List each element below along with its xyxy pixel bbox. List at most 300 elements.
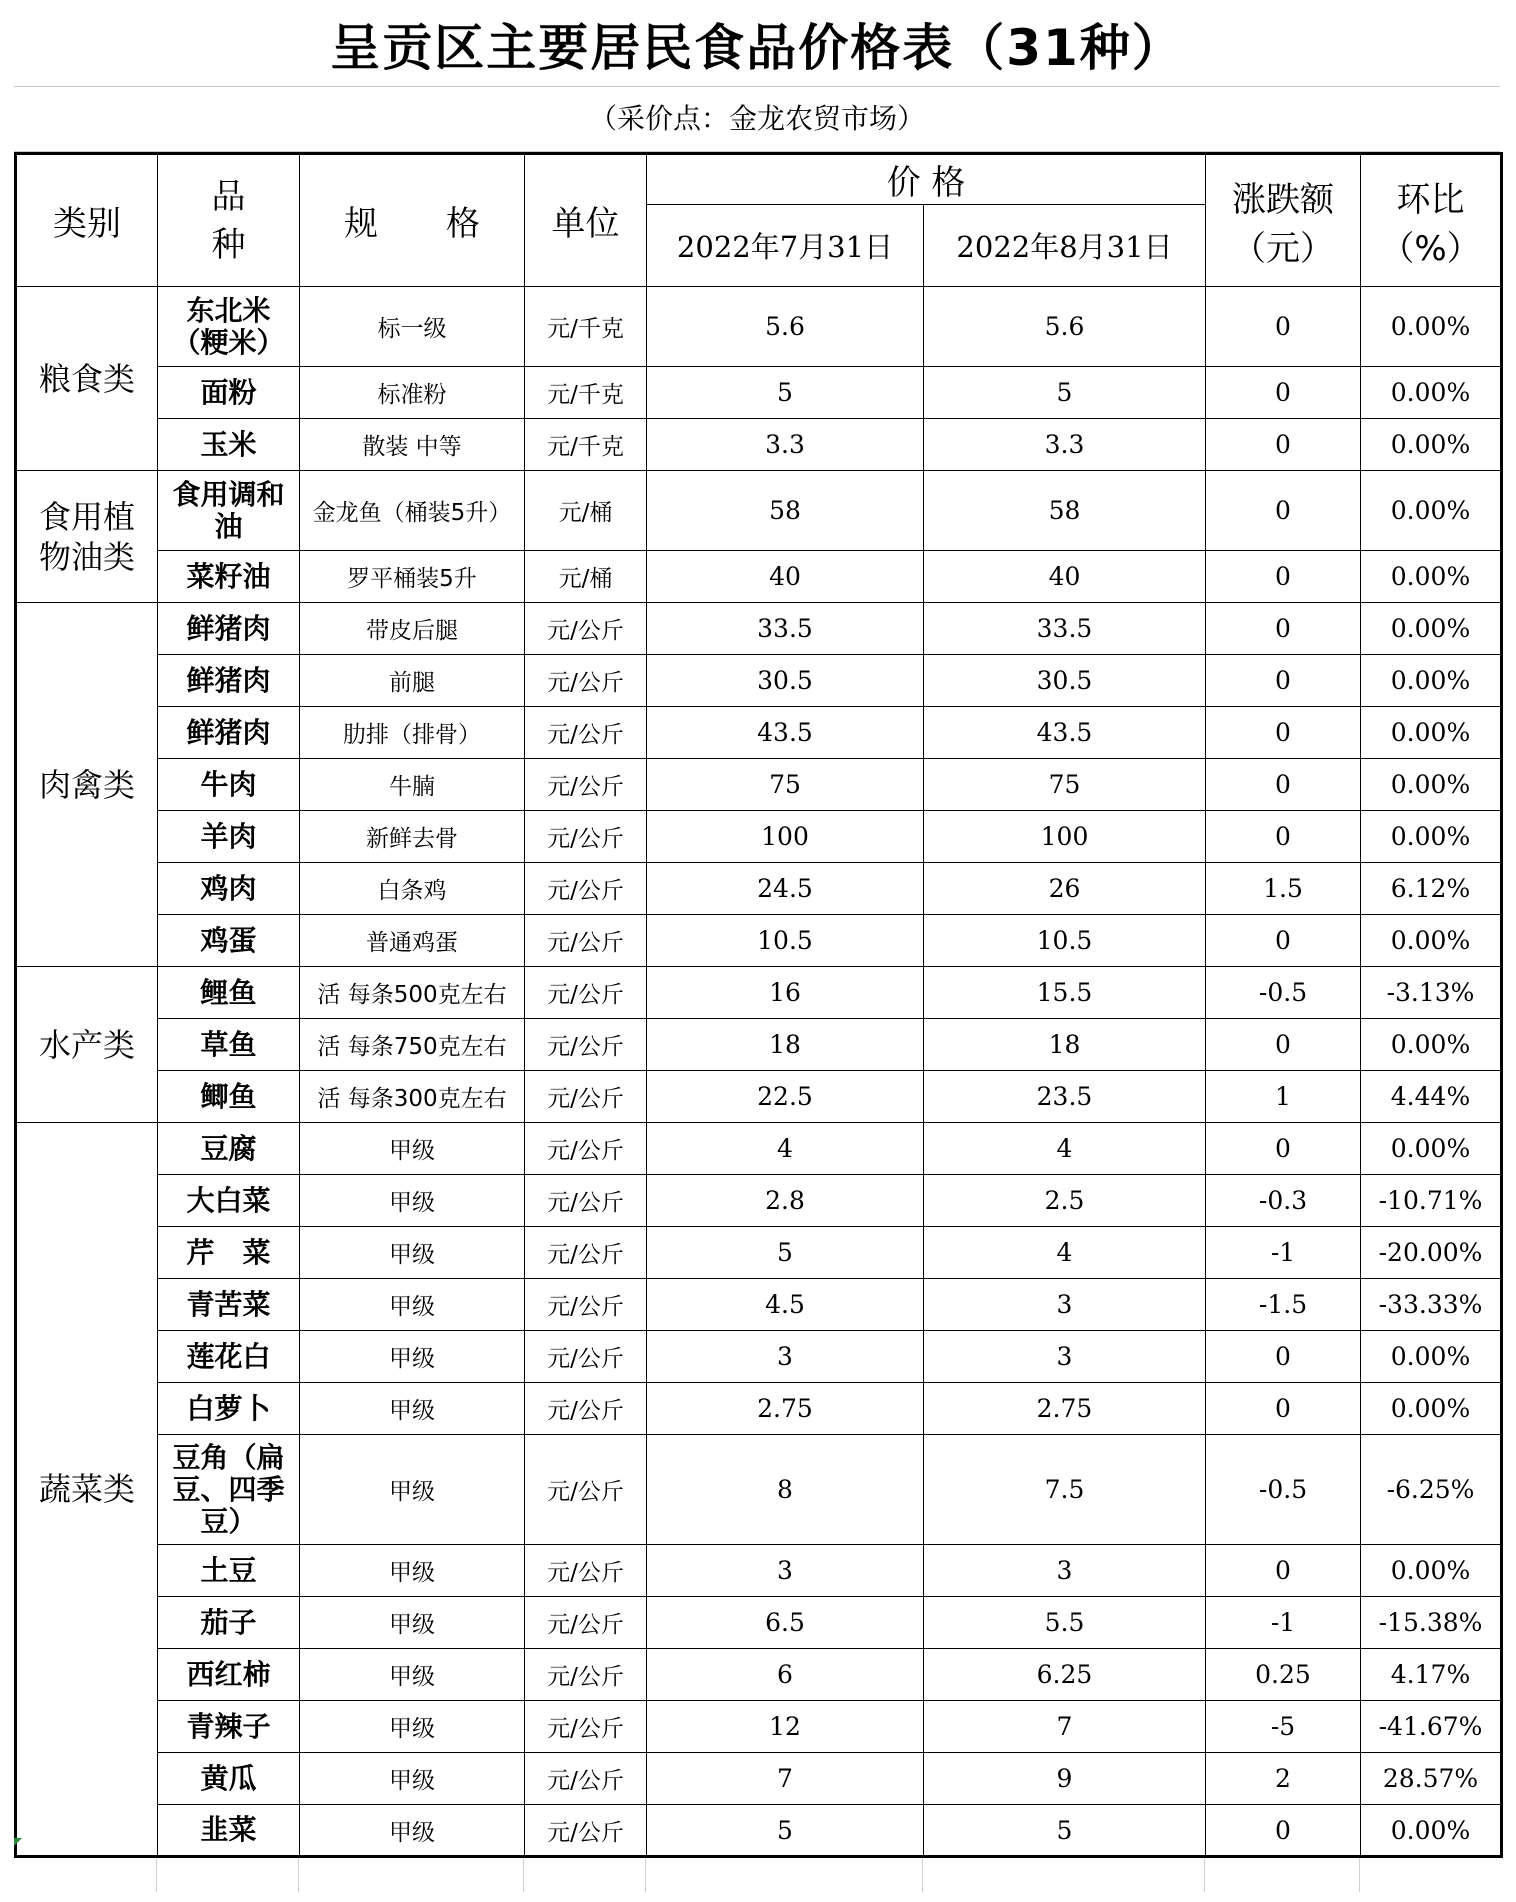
ratio-cell-text: 0.00%: [1390, 1394, 1471, 1423]
price-july-cell-text: 8: [777, 1475, 793, 1504]
price-august-cell: [924, 1279, 1206, 1331]
item-cell-text: 芹 菜: [186, 1235, 271, 1269]
price-july-cell: [647, 967, 924, 1019]
table-row: [16, 1123, 1502, 1175]
table-row: [16, 1805, 1502, 1857]
price-july-cell-text: 7: [777, 1764, 793, 1793]
price-august-cell: [924, 1071, 1206, 1123]
price-july-cell: [647, 1227, 924, 1279]
spec-cell-text: 活 每条300克左右: [317, 1086, 507, 1112]
item-cell-text: 土豆: [200, 1553, 257, 1587]
item-cell: [158, 1545, 300, 1597]
ratio-cell-text: 4.17%: [1390, 1660, 1471, 1689]
unit-cell-text: 元/公斤: [547, 1664, 624, 1690]
price-july-cell-text: 12: [769, 1712, 801, 1741]
spec-cell: [300, 367, 525, 419]
ratio-cell-text: 0.00%: [1390, 430, 1471, 459]
ratio-cell: [1361, 1597, 1502, 1649]
price-july-cell: [647, 1383, 924, 1435]
empty-sheet-row: [14, 1858, 1500, 1892]
ratio-cell-text: -20.00%: [1378, 1238, 1483, 1267]
unit-cell-text: 元/公斤: [547, 1190, 624, 1216]
change-cell-text: 0: [1275, 1030, 1291, 1059]
price-august-cell: [924, 1331, 1206, 1383]
spec-cell-text: 肋排（排骨）: [343, 722, 481, 748]
ratio-cell-text: -15.38%: [1378, 1608, 1483, 1637]
item-cell: [158, 1649, 300, 1701]
spec-cell: [300, 1383, 525, 1435]
price-august-cell: [924, 863, 1206, 915]
category-cell: [16, 471, 158, 603]
price-july-cell-text: 40: [769, 562, 801, 591]
change-cell-text: 0: [1275, 378, 1291, 407]
spec-cell: [300, 1805, 525, 1857]
price-july-cell: [647, 603, 924, 655]
change-cell: [1206, 1753, 1361, 1805]
change-cell-text: 0.25: [1255, 1660, 1311, 1689]
unit-cell: [525, 1279, 647, 1331]
spec-cell-text: 标准粉: [377, 382, 447, 408]
change-cell: [1206, 1383, 1361, 1435]
unit-cell-text: 元/公斤: [547, 1560, 624, 1586]
category-label: 食用植物油类: [38, 497, 135, 576]
price-august-cell-text: 7.5: [1044, 1475, 1085, 1504]
price-july-cell: [647, 1071, 924, 1123]
table-row: [16, 863, 1502, 915]
item-cell: [158, 1071, 300, 1123]
ratio-cell-text: 0.00%: [1390, 614, 1471, 643]
spec-cell: [300, 1123, 525, 1175]
item-cell-text: 黄瓜: [200, 1761, 257, 1795]
header-change-line2: （元）: [1232, 228, 1334, 269]
price-august-cell: [924, 967, 1206, 1019]
ratio-cell: [1361, 1753, 1502, 1805]
unit-cell-text: 元/公斤: [547, 1479, 624, 1505]
table-row: [16, 551, 1502, 603]
spec-cell-text: 甲级: [389, 1819, 435, 1846]
price-july-cell: [647, 1545, 924, 1597]
spec-cell: [300, 1649, 525, 1701]
ratio-cell: [1361, 419, 1502, 471]
spec-cell: [300, 707, 525, 759]
ratio-cell-text: 6.12%: [1390, 874, 1471, 903]
unit-cell-text: 元/公斤: [547, 1346, 624, 1372]
change-cell: [1206, 1805, 1361, 1857]
spec-cell: [300, 1019, 525, 1071]
ratio-cell: [1361, 1383, 1502, 1435]
price-july-cell: [647, 1597, 924, 1649]
price-august-cell: [924, 655, 1206, 707]
price-august-cell-text: 10.5: [1036, 926, 1093, 955]
change-cell-text: -1: [1270, 1608, 1296, 1637]
unit-cell: [525, 1649, 647, 1701]
price-july-cell-text: 33.5: [757, 614, 813, 643]
category-label: 肉禽类: [38, 765, 135, 804]
change-cell: [1206, 551, 1361, 603]
change-cell: [1206, 1227, 1361, 1279]
header-change-line1: 涨跌额: [1232, 179, 1334, 220]
price-july-cell-text: 2.75: [757, 1394, 813, 1423]
item-cell: [158, 655, 300, 707]
change-cell: [1206, 1331, 1361, 1383]
price-july-cell-text: 24.5: [757, 874, 813, 903]
unit-cell-text: 元/公斤: [547, 826, 624, 852]
item-cell: [158, 1383, 300, 1435]
price-july-cell: [647, 1279, 924, 1331]
change-cell: [1206, 863, 1361, 915]
unit-cell-text: 元/桶: [558, 566, 613, 592]
spec-cell-text: 甲级: [389, 1479, 435, 1505]
item-cell: [158, 419, 300, 471]
change-cell-text: 0: [1275, 666, 1291, 695]
item-cell: [158, 1753, 300, 1805]
table-row: [16, 603, 1502, 655]
change-cell-text: 0: [1275, 1342, 1291, 1371]
header-price: 价 格: [647, 154, 1206, 205]
ratio-cell: [1361, 1123, 1502, 1175]
spec-cell: [300, 603, 525, 655]
price-july-cell: [647, 419, 924, 471]
change-cell: [1206, 915, 1361, 967]
spec-cell-text: 罗平桶装5升: [347, 566, 477, 592]
ratio-cell-text: 0.00%: [1390, 1815, 1471, 1845]
change-cell-text: 0: [1275, 1815, 1291, 1845]
header-ratio: [1361, 154, 1502, 287]
price-august-cell-text: 3: [1056, 1556, 1073, 1585]
ratio-cell-text: 0.00%: [1390, 496, 1471, 525]
price-july-cell: [647, 1805, 924, 1857]
price-august-cell-text: 15.5: [1036, 978, 1093, 1007]
item-cell: [158, 551, 300, 603]
unit-cell: [525, 1227, 647, 1279]
price-august-cell-text: 4: [1056, 1134, 1073, 1163]
item-cell: [158, 863, 300, 915]
table-row: [16, 655, 1502, 707]
price-table: [14, 152, 1503, 1858]
spec-cell-text: 甲级: [389, 1398, 435, 1424]
spec-cell-text: 甲级: [389, 1716, 435, 1742]
price-august-cell-text: 58: [1048, 496, 1081, 525]
spec-cell-text: 牛腩: [389, 774, 435, 800]
spec-cell: [300, 1597, 525, 1649]
table-row: [16, 1227, 1502, 1279]
item-cell-text: 东北米（粳米）: [172, 293, 285, 359]
category-cell: [16, 1123, 158, 1857]
price-july-cell-text: 5: [777, 1815, 793, 1845]
unit-cell: [525, 367, 647, 419]
price-july-cell-text: 3.3: [765, 430, 805, 459]
unit-cell-text: 元/千克: [547, 316, 624, 342]
price-august-cell-text: 6.25: [1036, 1660, 1093, 1689]
unit-cell-text: 元/公斤: [547, 618, 624, 644]
spec-cell-text: 新鲜去骨: [366, 826, 458, 852]
ratio-cell-text: 0.00%: [1390, 1134, 1471, 1163]
change-cell-text: 0: [1275, 1394, 1291, 1423]
spec-cell-text: 活 每条500克左右: [317, 982, 507, 1008]
category-cell: [16, 967, 158, 1123]
price-july-cell-text: 5: [777, 1238, 793, 1267]
unit-cell-text: 元/公斤: [547, 1242, 624, 1268]
change-cell-text: -0.5: [1258, 978, 1308, 1007]
unit-cell-text: 元/公斤: [547, 1034, 624, 1060]
price-july-cell: [647, 1701, 924, 1753]
spec-cell: [300, 1701, 525, 1753]
price-july-cell-text: 5.6: [765, 312, 805, 341]
item-cell: [158, 1597, 300, 1649]
table-row: [16, 287, 1502, 367]
price-august-cell-text: 7: [1056, 1712, 1073, 1741]
table-row: [16, 1597, 1502, 1649]
price-august-cell-text: 23.5: [1036, 1082, 1093, 1111]
spec-cell: [300, 419, 525, 471]
spec-cell-text: 前腿: [389, 670, 435, 696]
spec-cell: [300, 811, 525, 863]
item-cell: [158, 1227, 300, 1279]
price-august-cell: [924, 287, 1206, 367]
spec-cell: [300, 1227, 525, 1279]
spec-cell: [300, 287, 525, 367]
item-cell: [158, 367, 300, 419]
spec-cell: [300, 471, 525, 551]
table-subtitle: （采价点：金龙农贸市场）: [14, 87, 1500, 152]
price-august-cell: [924, 1805, 1206, 1857]
price-august-cell: [924, 811, 1206, 863]
table-row: [16, 707, 1502, 759]
unit-cell: [525, 1435, 647, 1545]
unit-cell: [525, 915, 647, 967]
spec-cell: [300, 1753, 525, 1805]
ratio-cell: [1361, 1019, 1502, 1071]
price-august-cell: [924, 1175, 1206, 1227]
item-cell-text: 白萝卜: [186, 1391, 271, 1425]
item-cell-text: 食用调和油: [172, 477, 285, 543]
change-cell: [1206, 759, 1361, 811]
ratio-cell-text: 0.00%: [1390, 718, 1471, 747]
table-row: [16, 1331, 1502, 1383]
category-cell: [16, 287, 158, 471]
table-row: [16, 1753, 1502, 1805]
price-july-cell: [647, 707, 924, 759]
price-july-cell: [647, 1435, 924, 1545]
unit-cell: [525, 471, 647, 551]
price-august-cell-text: 2.75: [1036, 1394, 1093, 1423]
header-unit: 单位: [525, 154, 647, 287]
price-august-cell-text: 30.5: [1036, 666, 1093, 695]
table-row: [16, 1435, 1502, 1545]
price-july-cell-text: 75: [769, 770, 801, 799]
spec-cell: [300, 655, 525, 707]
change-cell-text: 1: [1275, 1082, 1291, 1111]
price-july-cell-text: 5: [777, 378, 793, 407]
price-july-cell: [647, 551, 924, 603]
price-july-cell-text: 6.5: [765, 1608, 805, 1637]
price-august-cell-text: 3: [1056, 1290, 1073, 1319]
price-july-cell: [647, 1019, 924, 1071]
unit-cell-text: 元/千克: [547, 434, 624, 460]
ratio-cell: [1361, 287, 1502, 367]
price-july-cell-text: 4: [777, 1134, 793, 1163]
table-row: [16, 1545, 1502, 1597]
change-cell: [1206, 1123, 1361, 1175]
unit-cell-text: 元/千克: [547, 382, 624, 408]
change-cell: [1206, 967, 1361, 1019]
unit-cell: [525, 707, 647, 759]
ratio-cell-text: 0.00%: [1390, 926, 1471, 955]
item-cell: [158, 707, 300, 759]
price-july-cell: [647, 915, 924, 967]
ratio-cell: [1361, 1331, 1502, 1383]
item-cell: [158, 287, 300, 367]
table-row: [16, 1175, 1502, 1227]
table-row: [16, 419, 1502, 471]
header-date-2: 2022年8月31日: [924, 205, 1206, 287]
price-august-cell-text: 5: [1056, 378, 1073, 407]
price-august-cell: [924, 1435, 1206, 1545]
ratio-cell-text: 28.57%: [1382, 1764, 1479, 1793]
ratio-cell: [1361, 1649, 1502, 1701]
price-august-cell: [924, 1649, 1206, 1701]
change-cell: [1206, 707, 1361, 759]
change-cell: [1206, 1545, 1361, 1597]
header-change: [1206, 154, 1361, 287]
unit-cell-text: 元/公斤: [547, 982, 624, 1008]
price-august-cell-text: 4: [1056, 1238, 1073, 1267]
unit-cell-text: 元/公斤: [547, 1138, 624, 1164]
spec-cell: [300, 1279, 525, 1331]
price-july-cell-text: 4.5: [765, 1290, 805, 1319]
price-august-cell: [924, 367, 1206, 419]
item-cell-text: 西红柿: [186, 1657, 271, 1691]
unit-cell: [525, 811, 647, 863]
unit-cell-text: 元/公斤: [547, 1716, 624, 1742]
ratio-cell: [1361, 863, 1502, 915]
price-august-cell-text: 26: [1048, 874, 1081, 903]
unit-cell: [525, 863, 647, 915]
change-cell-text: 0: [1275, 1556, 1291, 1585]
ratio-cell: [1361, 1435, 1502, 1545]
spec-cell: [300, 915, 525, 967]
ratio-cell-text: 0.00%: [1390, 562, 1471, 591]
header-item: 品 种: [158, 154, 300, 287]
price-july-cell: [647, 1175, 924, 1227]
change-cell-text: -5: [1270, 1712, 1296, 1741]
price-july-cell-text: 43.5: [757, 718, 813, 747]
price-july-cell: [647, 811, 924, 863]
unit-cell: [525, 1597, 647, 1649]
table-title: 呈贡区主要居民食品价格表（31种）: [14, 10, 1500, 87]
price-august-cell: [924, 1545, 1206, 1597]
unit-cell-text: 元/公斤: [547, 878, 624, 904]
change-cell: [1206, 1175, 1361, 1227]
change-cell: [1206, 655, 1361, 707]
spec-cell: [300, 1175, 525, 1227]
price-july-cell-text: 3: [777, 1556, 793, 1585]
change-cell: [1206, 1019, 1361, 1071]
item-cell-text: 豆角（扁豆、四季豆）: [172, 1440, 285, 1538]
item-cell: [158, 1019, 300, 1071]
table-row: [16, 1279, 1502, 1331]
change-cell: [1206, 1701, 1361, 1753]
price-july-cell-text: 58: [769, 496, 801, 525]
table-row: [16, 1383, 1502, 1435]
price-august-cell-text: 33.5: [1036, 614, 1093, 643]
unit-cell: [525, 967, 647, 1019]
price-august-cell: [924, 551, 1206, 603]
price-august-cell-text: 2.5: [1044, 1186, 1085, 1215]
item-cell: [158, 1701, 300, 1753]
price-august-cell: [924, 1597, 1206, 1649]
item-cell-text: 玉米: [200, 427, 257, 461]
price-july-cell-text: 16: [769, 978, 801, 1007]
price-august-cell: [924, 471, 1206, 551]
price-august-cell: [924, 1019, 1206, 1071]
table-row: [16, 1071, 1502, 1123]
ratio-cell-text: 4.44%: [1390, 1082, 1471, 1111]
change-cell: [1206, 1649, 1361, 1701]
table-row: [16, 1019, 1502, 1071]
header-ratio-line1: 环比: [1396, 179, 1465, 220]
spec-cell: [300, 1331, 525, 1383]
price-august-cell-text: 9: [1056, 1764, 1073, 1793]
price-august-cell-text: 40: [1048, 562, 1081, 591]
ratio-cell-text: 0.00%: [1390, 1342, 1471, 1371]
item-cell: [158, 811, 300, 863]
unit-cell-text: 元/公斤: [547, 1086, 624, 1112]
ratio-cell: [1361, 1227, 1502, 1279]
price-july-cell: [647, 863, 924, 915]
unit-cell: [525, 1545, 647, 1597]
unit-cell-text: 元/公斤: [547, 774, 624, 800]
price-july-cell: [647, 287, 924, 367]
price-july-cell: [647, 759, 924, 811]
unit-cell: [525, 1805, 647, 1857]
item-cell: [158, 1331, 300, 1383]
price-july-cell: [647, 1123, 924, 1175]
change-cell: [1206, 603, 1361, 655]
price-july-cell-text: 3: [777, 1342, 793, 1371]
unit-cell: [525, 1019, 647, 1071]
item-cell: [158, 471, 300, 551]
price-august-cell: [924, 1123, 1206, 1175]
price-july-cell: [647, 655, 924, 707]
spec-cell-text: 甲级: [389, 1294, 435, 1320]
change-cell: [1206, 1279, 1361, 1331]
category-label: 蔬菜类: [38, 1470, 135, 1508]
item-cell-text: 鲜猪肉: [186, 611, 271, 645]
category-label: 粮食类: [38, 359, 135, 398]
item-cell-text: 鸡蛋: [200, 923, 257, 957]
unit-cell: [525, 287, 647, 367]
unit-cell: [525, 551, 647, 603]
change-cell-text: 0: [1275, 718, 1291, 747]
spec-cell-text: 普通鸡蛋: [366, 930, 458, 956]
ratio-cell: [1361, 1279, 1502, 1331]
spec-cell-text: 甲级: [389, 1560, 435, 1586]
table-row: [16, 759, 1502, 811]
item-cell-text: 面粉: [200, 375, 257, 409]
price-august-cell: [924, 1701, 1206, 1753]
ratio-cell: [1361, 1175, 1502, 1227]
price-july-cell-text: 10.5: [757, 926, 813, 955]
unit-cell: [525, 1753, 647, 1805]
price-july-cell-text: 100: [761, 822, 809, 851]
ratio-cell: [1361, 811, 1502, 863]
price-august-cell: [924, 759, 1206, 811]
price-august-cell: [924, 1753, 1206, 1805]
item-cell-text: 牛肉: [200, 767, 257, 801]
spec-cell-text: 甲级: [389, 1768, 435, 1794]
change-cell: [1206, 471, 1361, 551]
